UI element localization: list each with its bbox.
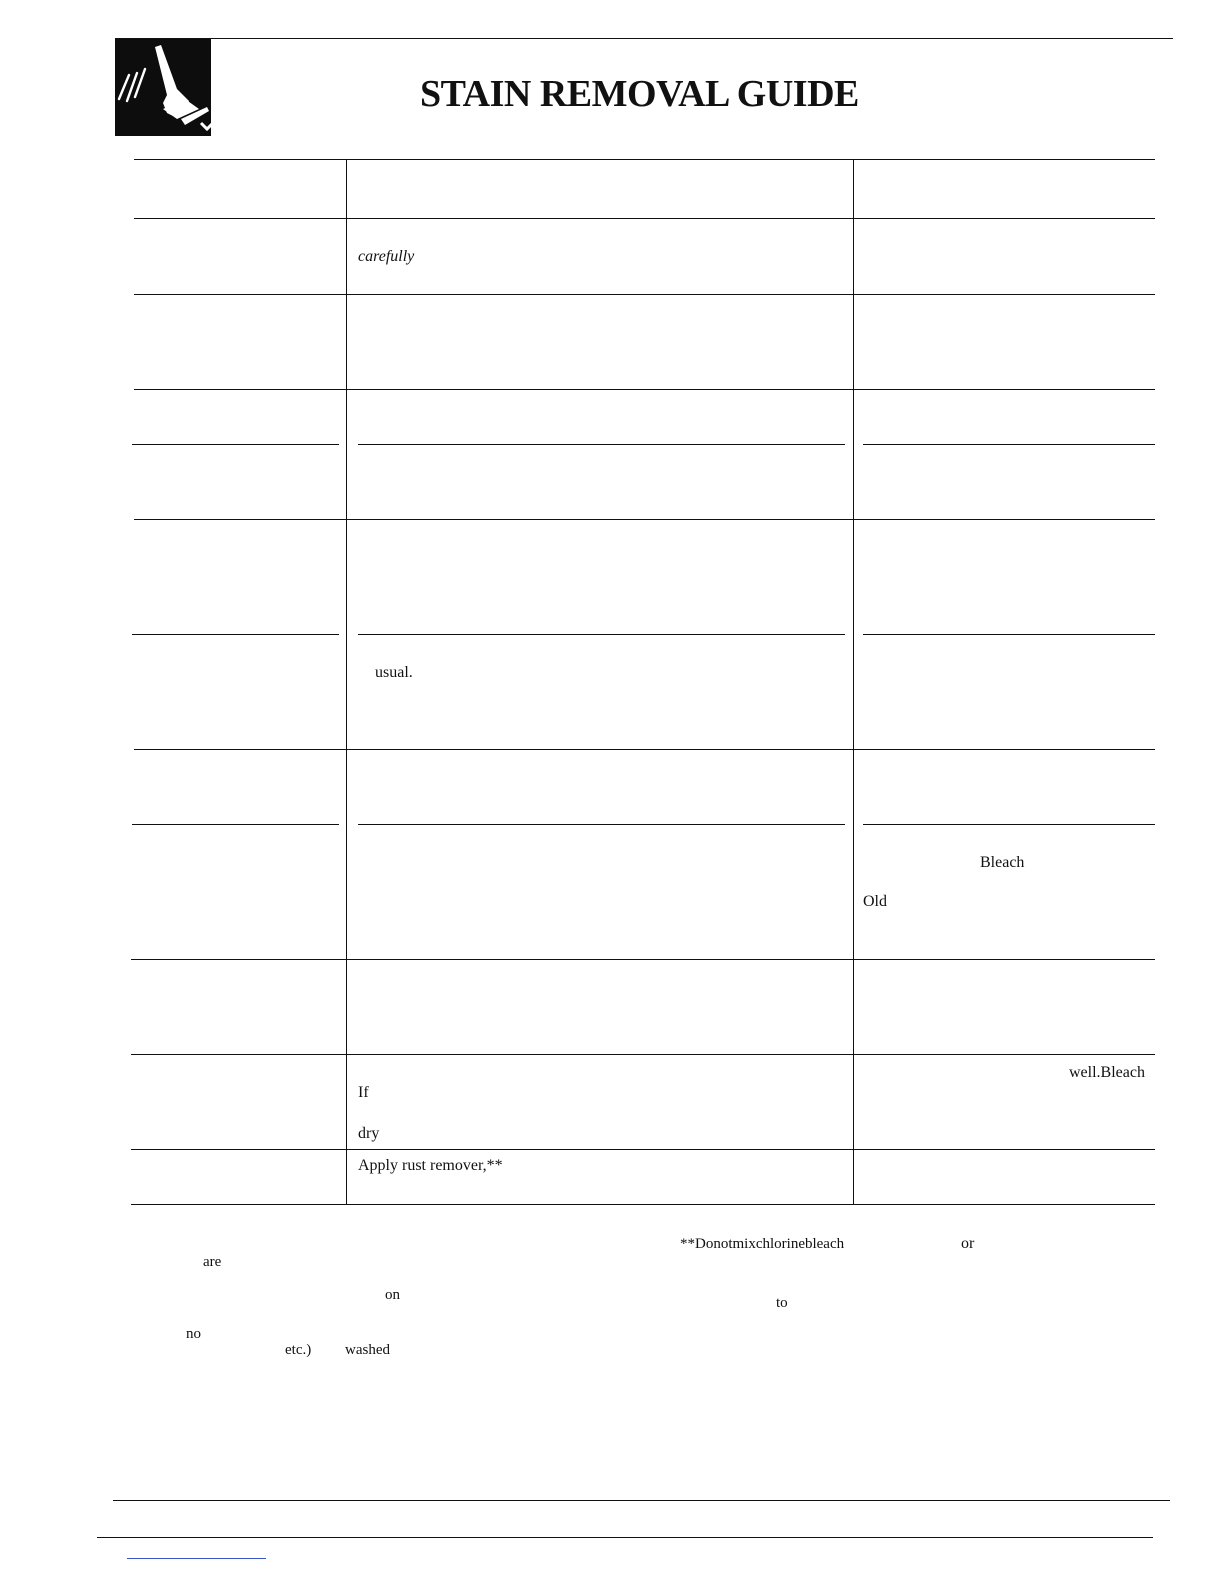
subrow-rule <box>863 634 1155 635</box>
cell-text-apply-rust: Apply rust remover,** <box>358 1157 503 1174</box>
subrow-rule <box>863 444 1155 445</box>
bottom-rule <box>113 1500 1170 1501</box>
hand-pressing-icon <box>115 39 211 136</box>
footnote-etc: etc.) <box>285 1342 312 1358</box>
table-bottom-rule <box>131 1204 1155 1205</box>
top-rule <box>115 38 1173 39</box>
cell-text-if: If <box>358 1084 369 1101</box>
subrow-rule <box>863 824 1155 825</box>
bottom-thin-rule <box>97 1537 1153 1538</box>
footnote-or: or <box>961 1235 975 1252</box>
header-rule-top <box>134 159 1155 160</box>
cell-text-usual: usual. <box>375 664 413 681</box>
column-divider-1 <box>346 160 347 1204</box>
subrow-rule <box>358 824 845 825</box>
column-divider-2 <box>853 160 854 1204</box>
footnote-washed: washed <box>345 1342 390 1358</box>
cell-text-old: Old <box>863 893 887 910</box>
subrow-rule <box>132 634 339 635</box>
row-rule <box>131 959 1155 960</box>
cell-text-bleach: Bleach <box>980 854 1025 871</box>
footnote-no: no <box>186 1326 201 1342</box>
footnote-on: on <box>385 1287 400 1303</box>
subrow-rule <box>132 444 339 445</box>
row-rule <box>134 294 1155 295</box>
cell-text-dry: dry <box>358 1125 380 1142</box>
row-rule <box>131 1149 1155 1150</box>
footnote-are: are <box>203 1254 222 1270</box>
subrow-rule <box>132 824 339 825</box>
footnote-do-not-mix: **Donotmixchlorinebleach <box>680 1236 845 1252</box>
cell-text-carefully: carefully <box>358 248 415 265</box>
page-title: STAIN REMOVAL GUIDE <box>420 73 859 115</box>
header-rule-bottom <box>134 218 1155 219</box>
subrow-rule <box>358 444 845 445</box>
row-rule <box>134 749 1155 750</box>
row-rule <box>131 1054 1155 1055</box>
subrow-rule <box>358 634 845 635</box>
footnote-to: to <box>776 1295 788 1311</box>
row-rule <box>134 389 1155 390</box>
row-rule <box>134 519 1155 520</box>
cell-text-well-bleach: well.Bleach <box>1069 1064 1145 1081</box>
bottom-link-rule <box>127 1558 266 1559</box>
